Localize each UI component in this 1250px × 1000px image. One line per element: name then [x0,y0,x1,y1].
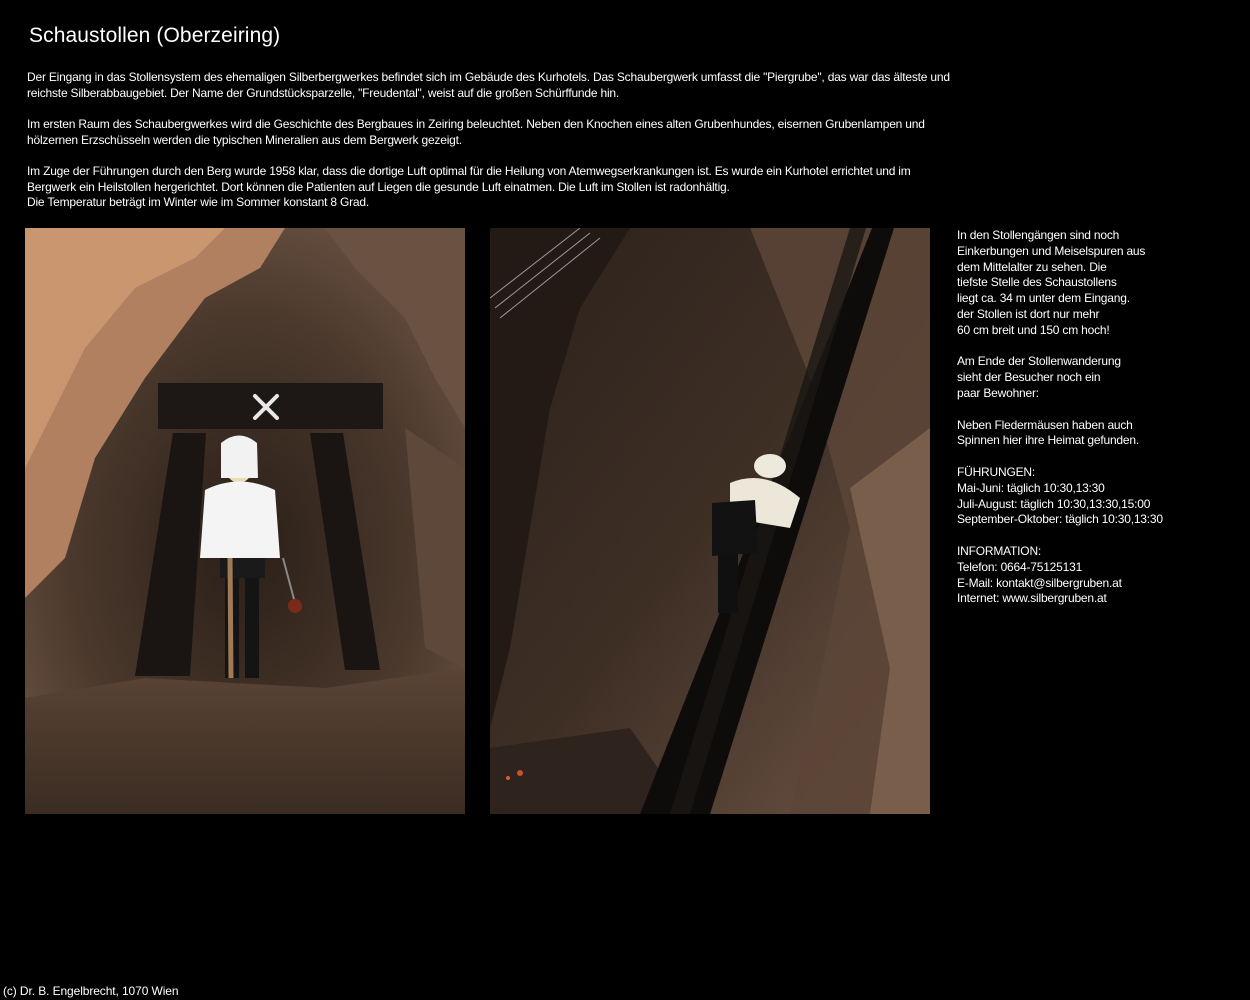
side-line: Neben Fledermäusen haben auch [957,417,1133,432]
miner-mannequin-image [25,228,465,814]
intro-text [27,70,957,211]
information-heading: INFORMATION: [957,543,1042,558]
side-line: liegt ca. 34 m unter dem Eingang. [957,291,1130,306]
side-block-tours [957,465,1217,528]
side-line: 60 cm breit und 150 cm hoch! [957,322,1110,337]
intro-paragraph-3: Im Zuge der Führungen durch den Berg wurde 1958 klar, dass die dortige Luft optimal für die Heilung von Atemwegserkrankungen ist. Es wurde ein Kurhotel errichtet und im Bergwerk ein Heilstollen hergerichtet. Dort können die Patienten auf Liegen die gesunde Luft einatmen. Die Luft im Stollen ist radonhältig. [27,164,911,194]
intro-paragraph-4: Die Temperatur beträgt im Winter wie im Sommer konstant 8 Grad. [27,195,369,209]
photo-miner-mannequin [25,228,465,814]
photo-ladder-shaft [490,228,930,814]
page-title: Schaustollen (Oberzeiring) [29,24,281,47]
side-line: Einkerbungen und Meiselspuren aus [957,243,1146,258]
intro-paragraph-2: Im ersten Raum des Schaubergwerkes wird die Geschichte des Bergbaues in Zeiring beleuchtet. Neben den Knochen eines alten Grubenhundes, eisernen Grubenlampen und hölzernen Erzschüsseln werden die typischen Mineralien aus dem Bergwerk gezeigt. [27,117,925,147]
side-line: dem Mittelalter zu sehen. Die [957,259,1107,274]
side-info [957,228,1217,623]
tour-time: Juli-August: täglich 10:30,13:30,15:00 [957,496,1151,511]
side-line: In den Stollengängen sind noch [957,228,1120,242]
email: E-Mail: kontakt@silbergruben.at [957,575,1122,590]
ladder-shaft-image [490,228,930,814]
tour-time: Mai-Juni: täglich 10:30,13:30 [957,480,1105,495]
side-line: Spinnen hier ihre Heimat gefunden. [957,433,1139,448]
intro-paragraph-1: Der Eingang in das Stollensystem des ehemaligen Silberbergwerkes befindet sich im Gebäude des Kurhotels. Das Schaubergwerk umfasst die "Piergrube", das war das älteste und reichste Silberabbaugebiet. Der Name der Grundstücksparzelle, "Freudental", weist auf die großen Schürffunde hin. [27,70,950,100]
tour-time: September-Oktober: täglich 10:30,13:30 [957,512,1163,527]
side-line: paar Bewohner: [957,385,1039,400]
side-block-residents [957,354,1217,401]
copyright-footer: (c) Dr. B. Engelbrecht, 1070 Wien [3,984,179,998]
side-line: sieht der Besucher noch ein [957,370,1101,385]
side-block-information [957,544,1217,607]
side-block-animals [957,418,1217,450]
side-block-history [957,228,1217,339]
side-line: Am Ende der Stollenwanderung [957,354,1121,369]
website: Internet: www.silbergruben.at [957,591,1107,606]
side-line: der Stollen ist dort nur mehr [957,306,1100,321]
telephone: Telefon: 0664-75125131 [957,559,1083,574]
side-line: tiefste Stelle des Schaustollens [957,275,1117,290]
tours-heading: FÜHRUNGEN: [957,464,1035,479]
